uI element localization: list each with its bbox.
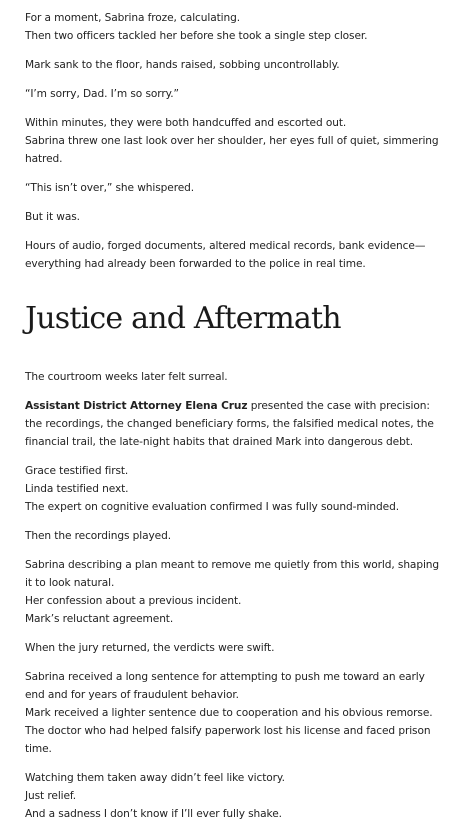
text-line: “I’m sorry, Dad. I’m so sorry.” — [25, 88, 179, 100]
text-line: The expert on cognitive evaluation confirmed I was fully sound-minded. — [25, 501, 399, 513]
text-line: Her confession about a previous incident. — [25, 595, 242, 607]
paragraph — [25, 85, 445, 103]
text-line: Mark’s reluctant agreement. — [25, 613, 174, 625]
text-line: Then the recordings played. — [25, 530, 171, 542]
paragraph — [25, 397, 445, 451]
text-line: Within minutes, they were both handcuffed and escorted out. — [25, 117, 347, 129]
paragraph — [25, 56, 445, 74]
text-line: Sabrina threw one last look over her shoulder, her eyes full of quiet, simmering hatred. — [25, 135, 439, 165]
text-line: Mark received a lighter sentence due to cooperation and his obvious remorse. — [25, 707, 433, 719]
paragraph — [25, 639, 445, 657]
text-line: And a sadness I don’t know if I’ll ever fully shake. — [25, 808, 282, 820]
text-run: presented the case with precision: — [247, 400, 430, 412]
text-line: Sabrina describing a plan meant to remove me quietly from this world, shaping it to look natural. — [25, 559, 440, 589]
text-line: Mark sank to the floor, hands raised, sobbing uncontrollably. — [25, 59, 340, 71]
bold-name: Assistant District Attorney Elena Cruz — [25, 400, 248, 412]
paragraph — [25, 114, 445, 168]
text-line: Sabrina received a long sentence for attempting to push me toward an early end and for years of fraudulent behavior. — [25, 671, 425, 701]
text-line: Watching them taken away didn’t feel like victory. — [25, 772, 285, 784]
paragraph — [25, 668, 445, 758]
text-line: But it was. — [25, 211, 80, 223]
text-line — [25, 397, 445, 415]
section-heading: Justice and Aftermath — [25, 301, 341, 336]
text-line: the recordings, the changed beneficiary forms, the falsified medical notes, the financial trail, the late-night habits that drained Mark into dangerous debt. — [25, 418, 434, 448]
paragraph — [25, 368, 445, 386]
text-line: The doctor who had helped falsify paperwork lost his license and faced prison time. — [25, 725, 431, 755]
text-line: When the jury returned, the verdicts were swift. — [25, 642, 275, 654]
text-line: The courtroom weeks later felt surreal. — [25, 371, 228, 383]
text-line: Just relief. — [25, 790, 77, 802]
paragraph — [25, 237, 445, 273]
text-line: For a moment, Sabrina froze, calculating. — [25, 12, 241, 24]
paragraph — [25, 769, 445, 823]
article-body — [25, 9, 445, 834]
text-line: Then two officers tackled her before she took a single step closer. — [25, 30, 368, 42]
text-line: Hours of audio, forged documents, altered medical records, bank evidence—everything had already been forwarded to the police in real time. — [25, 240, 426, 270]
text-line: Grace testified first. — [25, 465, 129, 477]
paragraph — [25, 208, 445, 226]
paragraph — [25, 179, 445, 197]
paragraph — [25, 9, 445, 45]
paragraph — [25, 462, 445, 516]
paragraph — [25, 527, 445, 545]
paragraph — [25, 556, 445, 628]
text-line: Linda testified next. — [25, 483, 129, 495]
text-line: “This isn’t over,” she whispered. — [25, 182, 195, 194]
